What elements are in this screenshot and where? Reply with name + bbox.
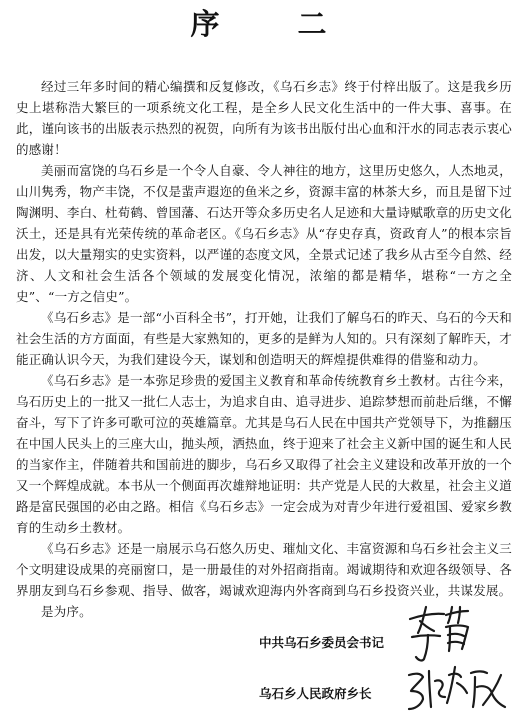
signatory-title-township-head: 乌石乡人民政府乡长	[259, 686, 372, 701]
paragraph: 《乌石乡志》是一部“小百科全书”，打开她，让我们了解乌石的昨天、乌石的今天和社会生活的方方面面，有些是大家熟知的，更多的是鲜为人知的。只有深刻了解昨天，才能正确认识今天，为我们建设今天，谋划和创造明天的辉煌提供难得的借鉴和动力。	[16, 310, 512, 367]
paragraph: 《乌石乡志》是一本弥足珍贵的爱国主义教育和革命传统教育乡土教材。古往今来，乌石历史上的一批又一批仁人志士，为追求自由、追寻进步、追踪梦想而前赴后继，不懈奋斗，写下了许多可歌可泣的英雄篇章。尤其是乌石人民在中国共产党领导下，为推翻压在中国人民头上的三座大山，抛头颅，洒热血，终于迎来了社会主义新中国的诞生和人民的当家作主，伴随着共和国前进的脚步，乌石乡又取得了社会主义建设和改革开放的一个又一个辉煌成就。本书从一个侧面再次雄辩地证明：共产党是人民的大救星，社会主义道路是富民强国的必由之路。相信《乌石乡志》一定会成为对青少年进行爱祖国、爱家乡教育的生动乡土教材。	[16, 373, 512, 535]
handwritten-signature-township-head	[405, 663, 509, 713]
page-title: 序 二	[190, 7, 361, 41]
signatory-title-secretary: 中共乌石乡委员会书记	[259, 635, 385, 650]
paragraph: 是为序。	[41, 604, 92, 619]
handwritten-signature-secretary	[404, 605, 474, 667]
preface-body	[16, 76, 512, 622]
paragraph: 美丽而富饶的乌石乡是一个令人自豪、令人神往的地方，这里历史悠久，人杰地灵，山川隽秀，物产丰饶，不仅是蜚声遐迩的鱼米之乡，资源丰富的林茶大乡，而且是留下过陶渊明、李白、杜荀鹤、曾国藩、石达开等众多历史名人足迹和大量诗赋歌章的历史文化沃土，还是具有光荣传统的革命老区。《乌石乡志》从“存史存真，资政育人”的根本宗旨出发，以大量翔实的史实资料，以严谨的态度文风，全景式记述了我乡从古至今自然、经济、人文和社会生活各个领域的发展变化情况，浓缩的都是精华，堪称“一方之全史”、“一方之信史”。	[16, 163, 512, 304]
paragraph: 《乌石乡志》还是一扇展示乌石悠久历史、璀灿文化、丰富资源和乌石乡社会主义三个文明建设成果的亮丽窗口，是一册最佳的对外招商指南。竭诚期待和欢迎各级领导、各界朋友到乌石乡参观、指导、做客，竭诚欢迎海内外客商到乌石乡投资兴业，共谋发展。	[16, 541, 512, 598]
paragraph: 经过三年多时间的精心编撰和反复修改，《乌石乡志》终于付梓出版了。这是我乡历史上堪称浩大繁巨的一项系统文化工程，是全乡人民文化生活中的一件大事、喜事。在此，谨向该书的出版表示热烈的祝贺，向所有为该书出版付出心血和汗水的同志表示衷心的感谢！	[16, 79, 512, 157]
